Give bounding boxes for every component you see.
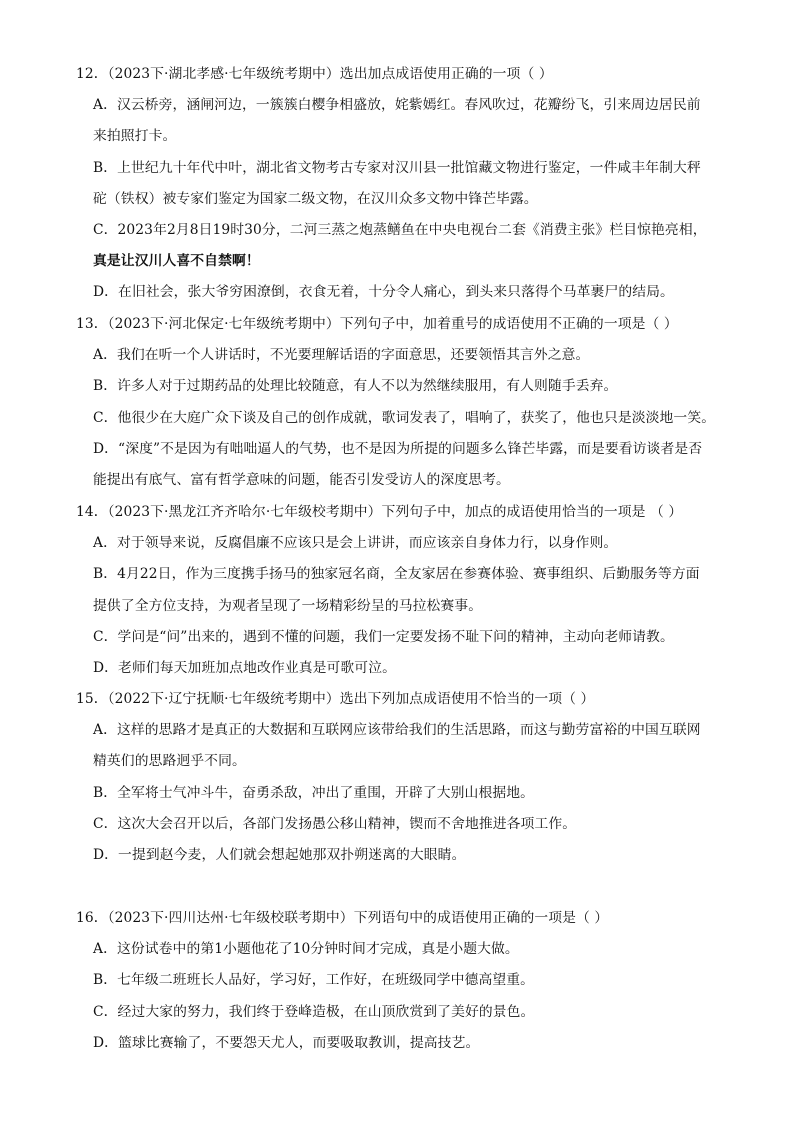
option-c: C．学问是“问”出来的，遇到不懂的问题，我们一定要发扬不耻下问的精神，主动向老师请教。 bbox=[93, 628, 674, 645]
option-c: C．经过大家的努力，我们终于登峰造极，在山顶欣赏到了美好的景色。 bbox=[93, 1003, 535, 1020]
question-12 bbox=[76, 59, 766, 309]
option-c: C．他很少在大庭广众下谈及自己的创作成就，歌词发表了，唱响了，获奖了，他也只是淡淡地一笑。 bbox=[93, 409, 716, 426]
option-b: B．七年级二班班长人品好，学习好，工作好，在班级同学中德高望重。 bbox=[93, 972, 535, 989]
question-stem: 12．（2023下·湖北孝感·七年级统考期中）选出加点成语使用正确的一项（ ） bbox=[76, 66, 553, 82]
option-b: B．4月22日，作为三度携手扬马的独家冠名商，全友家居在参赛体验、赛事组织、后勤服务等方面 bbox=[93, 566, 700, 583]
option-d: D．老师们每天加班加点地改作业真是可歌可泣。 bbox=[93, 659, 396, 676]
question-stem: 14．（2023下·黑龙江齐齐哈尔·七年级校考期中）下列句子中，加点的成语使用恰当的一项是 （ ） bbox=[76, 504, 683, 520]
option-b: B．全军将士气冲斗牛，奋勇杀敌，冲出了重围，开辟了大别山根据地。 bbox=[93, 784, 535, 801]
question-16 bbox=[76, 903, 766, 1059]
option-c: C．这次大会召开以后，各部门发扬愚公移山精神，锲而不舍地推进各项工作。 bbox=[93, 815, 577, 832]
option-a: A．我们在听一个人讲话时，不光要理解话语的字面意思，还要领悟其言外之意。 bbox=[93, 347, 590, 364]
option-a-continued: 精英们的思路迥乎不同。 bbox=[93, 753, 246, 770]
option-a-continued: 来拍照打卡。 bbox=[93, 128, 177, 145]
option-c: C．2023年2月8日19时30分，二河三蒸之炮蒸鳝鱼在中央电视台二套《消费主张》栏目惊艳亮相， bbox=[93, 221, 707, 238]
question-stem: 15．（2022下·辽宁抚顺·七年级统考期中）选出下列加点成语使用不恰当的一项（ ） bbox=[76, 691, 595, 707]
option-a: A．这样的思路才是真正的大数据和互联网应该带给我们的生活思路，而这与勤劳富裕的中国互联网 bbox=[93, 722, 701, 739]
option-a: A．这份试卷中的第1小题他花了10分钟时间才完成，真是小题大做。 bbox=[93, 941, 519, 958]
option-b: B．许多人对于过期药品的处理比较随意，有人不以为然继续服用，有人则随手丢弃。 bbox=[93, 378, 618, 395]
option-c-continued: 真是让汉川人喜不自禁啊！ bbox=[93, 253, 260, 270]
question-14 bbox=[76, 497, 766, 684]
option-d: D．篮球比赛输了，不要怨天尤人，而要吸取教训，提高技艺。 bbox=[93, 1034, 480, 1051]
question-15 bbox=[76, 684, 766, 871]
option-b-continued: 砣（铁权）被专家们鉴定为国家二级文物，在汉川众多文物中锋芒毕露。 bbox=[93, 190, 538, 207]
option-d: D．在旧社会，张大爷穷困潦倒，衣食无着，十分令人痛心，到头来只落得个马革裹尸的结局。 bbox=[93, 284, 674, 301]
question-13 bbox=[76, 309, 766, 496]
option-b-continued: 提供了全方位支持，为观者呈现了一场精彩纷呈的马拉松赛事。 bbox=[93, 597, 483, 614]
option-d-continued: 能提出有底气、富有哲学意味的问题，能否引发受访人的深度思考。 bbox=[93, 471, 510, 488]
option-d: D．一提到赵今麦，人们就会想起她那双扑朔迷离的大眼睛。 bbox=[93, 846, 466, 863]
option-a: A．汉云桥旁，涵闸河边，一簇簇白樱争相盛放，姹紫嫣红。春风吹过，花瓣纷飞，引来周边居民前 bbox=[93, 97, 701, 114]
option-b: B．上世纪九十年代中叶，湖北省文物考古专家对汉川县一批馆藏文物进行鉴定，一件咸丰年制大秤 bbox=[93, 159, 701, 176]
question-stem: 16．（2023下·四川达州·七年级校联考期中）下列语句中的成语使用正确的一项是（ ） bbox=[76, 910, 609, 926]
question-stem: 13．（2023下·河北保定·七年级统考期中）下列句子中，加着重号的成语使用不正确的一项是（ ） bbox=[76, 316, 678, 332]
option-a: A．对于领导来说，反腐倡廉不应该只是会上讲讲，而应该亲自身体力行，以身作则。 bbox=[93, 535, 618, 552]
option-d: D．“深度”不是因为有咄咄逼人的气势，也不是因为所提的问题多么锋芒毕露，而是要看访谈者是否 bbox=[93, 440, 703, 457]
